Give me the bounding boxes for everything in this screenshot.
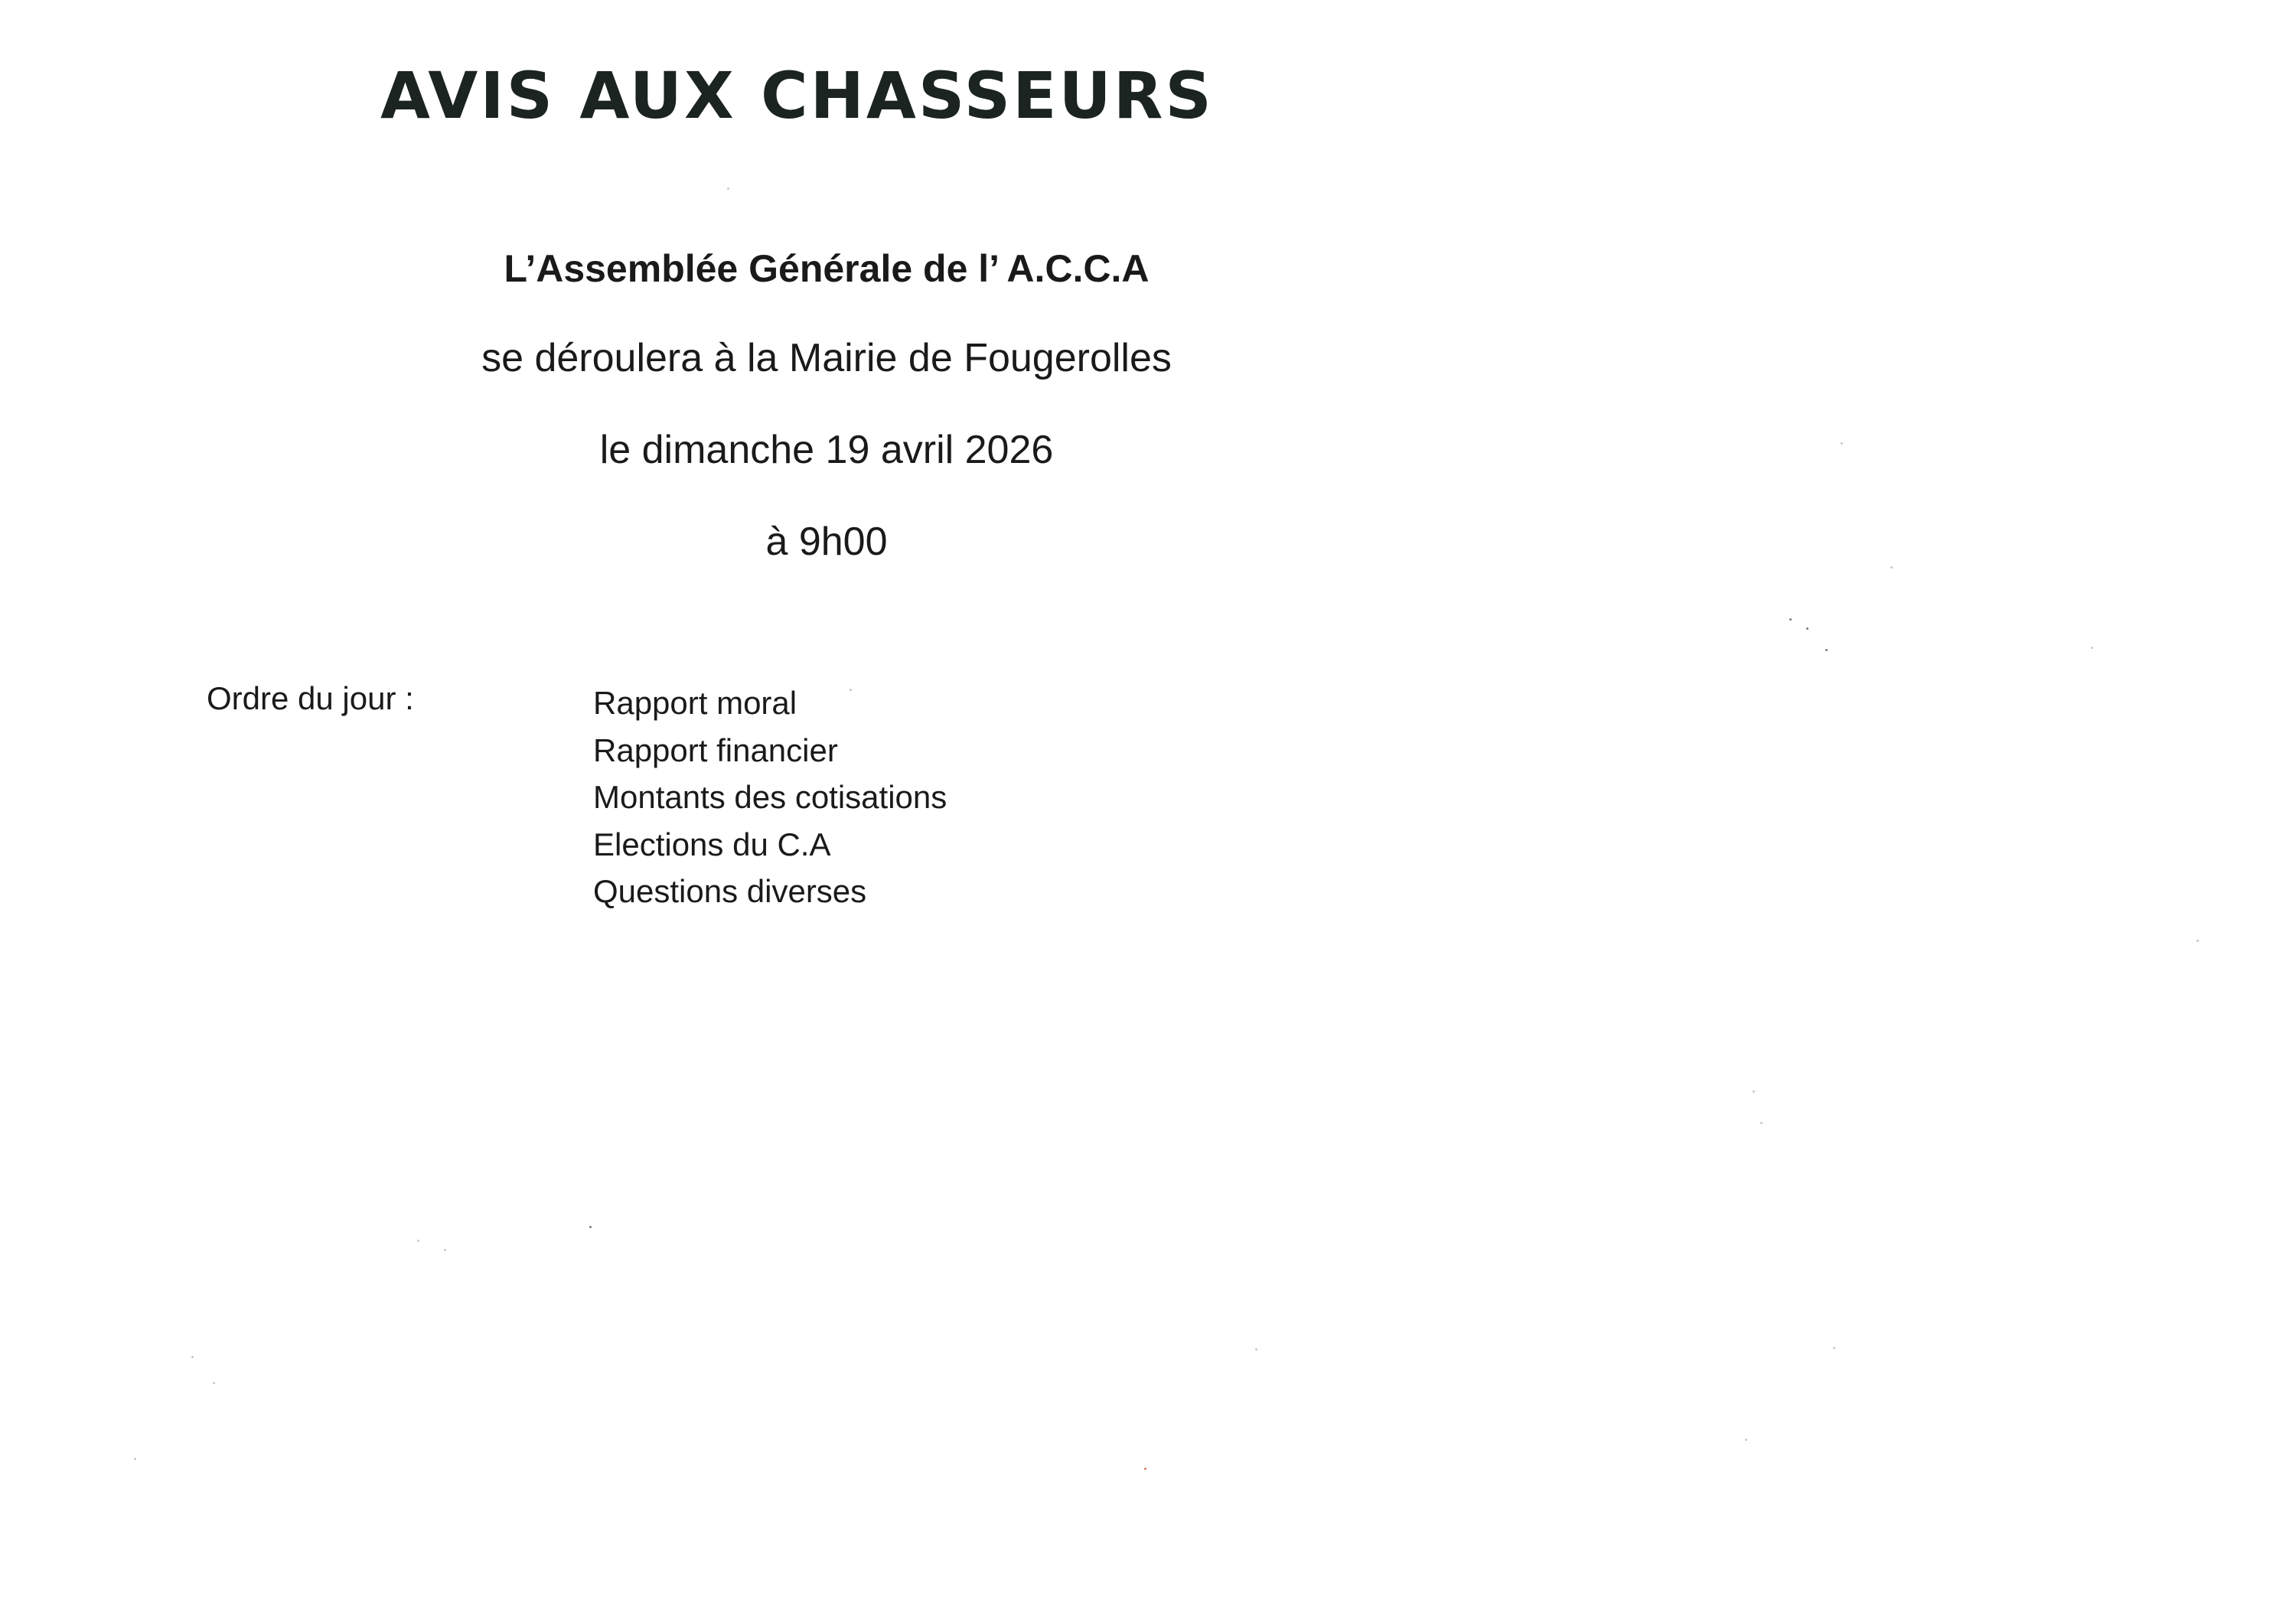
scan-speck [1144,1468,1146,1470]
agenda-item: Elections du C.A [593,826,831,862]
date-line: le dimanche 19 avril 2026 [599,428,1054,472]
assembly-heading: L’Assemblée Générale de l’ A.C.C.A [504,247,1150,290]
agenda-item: Rapport financier [593,732,838,768]
scan-speck [850,689,852,691]
agenda-item: Rapport moral [593,685,797,721]
agenda-item: Montants des cotisations [593,779,947,815]
scan-speck [1789,618,1792,621]
scan-speck [1841,442,1843,445]
scan-speck [213,1382,215,1384]
scan-speck [589,1226,592,1228]
scan-speck [1825,649,1828,651]
scan-speck [2197,940,2199,942]
scan-speck [134,1458,136,1460]
scan-speck [727,187,729,190]
scan-speck [1255,1348,1257,1351]
scan-speck [1806,627,1808,630]
scan-speck [1745,1439,1747,1441]
time-line: à 9h00 [765,520,888,564]
agenda-label: Ordre du jour : [207,680,414,716]
scan-speck [1890,566,1893,569]
agenda-list [593,680,947,915]
agenda-item: Questions diverses [593,873,867,909]
scan-speck [1833,1347,1835,1349]
scan-speck [444,1249,446,1251]
scan-speck [1760,1122,1763,1124]
location-line: se déroulera à la Mairie de Fougerolles [481,336,1172,380]
scan-speck [417,1240,419,1242]
notice-title: AVIS AUX CHASSEURS [380,58,1214,133]
scan-speck [1753,1090,1755,1093]
scan-speck [2091,647,2093,649]
scan-speck [191,1356,194,1358]
